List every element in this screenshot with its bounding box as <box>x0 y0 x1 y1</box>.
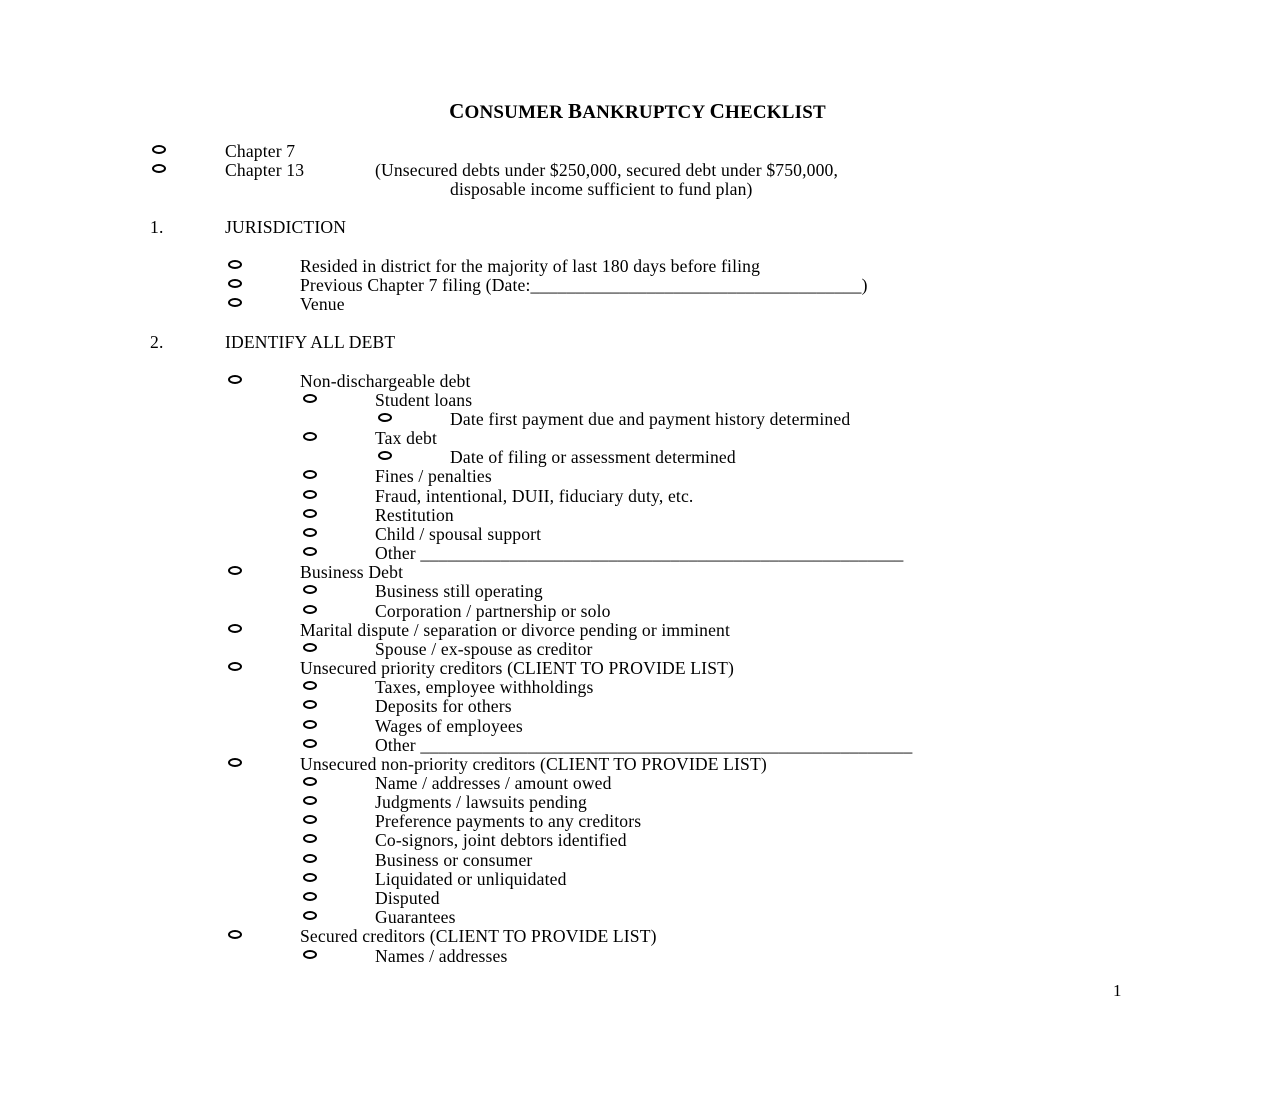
list-item[interactable]: Disputed <box>303 889 1103 908</box>
checkbox-circle-icon[interactable] <box>303 892 317 901</box>
checkbox-circle-icon[interactable] <box>303 394 317 403</box>
checkbox-circle-icon[interactable] <box>303 605 317 614</box>
checkbox-circle-icon[interactable] <box>228 260 242 269</box>
list-item[interactable]: Venue <box>228 295 1078 314</box>
chapter-13-label: Chapter 13 <box>225 160 305 180</box>
checkbox-circle-icon[interactable] <box>303 720 317 729</box>
document-page: CONSUMER BANKRUPTCY CHECKLIST Chapter 7 Chapter 13 (Unsecured debts under $250,000, secured debt under $750,000, disposable income sufficient to fund plan) 1. JURISDICTION Resided in district for the majority of last 180 days before filing Previous Chapter 7 filing (Date:_____________________________________) Venue 2. IDENTIFY ALL DEBT Non-dischargeable debt Student loans Date first payment due and payment history determined Tax debt Date of filing or assessment determined Fines / penalties Fraud, intentional, DUII, fiduciary duty, etc. Restitution Child / spousal support Other ______________________________________________________ Business Debt Business still operating Corporation / partnership or solo Marital dispute / separation or divorce pending or imminent Spouse / ex-spouse as creditor Unsecured priority creditors (CLIENT TO PROVIDE LIST) Taxes, employee withholdings Deposits for others Wages of employees Other _______________________________________________________ Unsecured non-priority creditors (CLIENT TO PROVIDE LIST) Name / addresses / amount owed Judgments / lawsuits pending Preference payments to any creditors Co-signors, joint debtors identified Business or consumer Liquidated or unliquidated Disputed Guarantees Secured creditors (CLIENT TO PROVIDE LIST) Names / addresses 1 <box>0 0 1275 1100</box>
section-heading-identify-debt <box>150 333 750 352</box>
list-item[interactable]: Wages of employees <box>303 717 1103 736</box>
list-item[interactable]: Co-signors, joint debtors identified <box>303 831 1103 850</box>
list-item[interactable]: Taxes, employee withholdings <box>303 678 1103 697</box>
page-number: 1 <box>1113 981 1122 1000</box>
list-item[interactable]: Marital dispute / separation or divorce pending or imminent <box>228 621 1078 640</box>
checkbox-circle-icon[interactable] <box>303 911 317 920</box>
list-item[interactable]: Unsecured non-priority creditors (CLIENT TO PROVIDE LIST) <box>228 755 1078 774</box>
list-item[interactable]: Business or consumer <box>303 851 1103 870</box>
document-title: CONSUMER BANKRUPTCY CHECKLIST <box>449 99 826 123</box>
chapter-13-note: (Unsecured debts under $250,000, secured debt under $750,000, <box>375 160 839 180</box>
checkbox-circle-icon[interactable] <box>228 662 242 671</box>
list-item[interactable]: Preference payments to any creditors <box>303 812 1103 831</box>
list-item[interactable]: Date of filing or assessment determined <box>378 448 1078 467</box>
checkbox-circle-icon[interactable] <box>303 796 317 805</box>
checkbox-circle-icon[interactable] <box>152 145 166 154</box>
checkbox-circle-icon[interactable] <box>228 624 242 633</box>
list-item[interactable]: Judgments / lawsuits pending <box>303 793 1103 812</box>
section-number: 1. <box>150 217 164 237</box>
list-item[interactable]: Deposits for others <box>303 697 1103 716</box>
checkbox-circle-icon[interactable] <box>303 873 317 882</box>
checkbox-circle-icon[interactable] <box>303 547 317 556</box>
list-item[interactable]: Guarantees <box>303 908 1103 927</box>
checkbox-circle-icon[interactable] <box>228 758 242 767</box>
checkbox-circle-icon[interactable] <box>303 643 317 652</box>
list-item[interactable]: Fines / penalties <box>303 467 1103 486</box>
checkbox-circle-icon[interactable] <box>303 681 317 690</box>
checkbox-circle-icon[interactable] <box>303 432 317 441</box>
checkbox-circle-icon[interactable] <box>303 490 317 499</box>
list-item[interactable]: Names / addresses <box>303 947 1103 966</box>
list-item[interactable]: Fraud, intentional, DUII, fiduciary duty, etc. <box>303 487 1103 506</box>
checkbox-circle-icon[interactable] <box>303 739 317 748</box>
checkbox-circle-icon[interactable] <box>152 164 166 173</box>
list-item[interactable]: Non-dischargeable debt <box>228 372 1078 391</box>
checkbox-circle-icon[interactable] <box>378 413 392 422</box>
list-item[interactable]: Spouse / ex-spouse as creditor <box>303 640 1103 659</box>
checkbox-circle-icon[interactable] <box>303 834 317 843</box>
checkbox-circle-icon[interactable] <box>303 470 317 479</box>
list-item[interactable]: Other _______________________________________________________ <box>303 736 1103 755</box>
section-title: IDENTIFY ALL DEBT <box>225 332 396 352</box>
chapter-7-option[interactable] <box>152 142 1052 161</box>
list-item[interactable]: Business still operating <box>303 582 1103 601</box>
list-item[interactable]: Resided in district for the majority of last 180 days before filing <box>228 257 1078 276</box>
list-item[interactable]: Child / spousal support <box>303 525 1103 544</box>
list-item[interactable]: Tax debt <box>303 429 1103 448</box>
checkbox-circle-icon[interactable] <box>378 451 392 460</box>
section-number: 2. <box>150 332 164 352</box>
checkbox-circle-icon[interactable] <box>303 509 317 518</box>
list-item[interactable]: Date first payment due and payment history determined <box>378 410 1078 429</box>
chapter-7-label: Chapter 7 <box>225 141 296 161</box>
checkbox-circle-icon[interactable] <box>228 279 242 288</box>
checkbox-circle-icon[interactable] <box>228 566 242 575</box>
list-item[interactable]: Secured creditors (CLIENT TO PROVIDE LIST) <box>228 927 1078 946</box>
chapter-13-option[interactable] <box>152 161 1052 180</box>
list-item[interactable]: Corporation / partnership or solo <box>303 602 1103 621</box>
list-item[interactable]: Unsecured priority creditors (CLIENT TO PROVIDE LIST) <box>228 659 1078 678</box>
checkbox-circle-icon[interactable] <box>303 854 317 863</box>
checkbox-circle-icon[interactable] <box>303 950 317 959</box>
checkbox-circle-icon[interactable] <box>303 585 317 594</box>
checkbox-circle-icon[interactable] <box>228 375 242 384</box>
checkbox-circle-icon[interactable] <box>228 298 242 307</box>
list-item[interactable]: Liquidated or unliquidated <box>303 870 1103 889</box>
checkbox-circle-icon[interactable] <box>228 930 242 939</box>
list-item[interactable]: Business Debt <box>228 563 1078 582</box>
checkbox-circle-icon[interactable] <box>303 700 317 709</box>
list-item[interactable]: Student loans <box>303 391 1103 410</box>
list-item[interactable]: Name / addresses / amount owed <box>303 774 1103 793</box>
section-title: JURISDICTION <box>225 217 347 237</box>
list-item[interactable]: Restitution <box>303 506 1103 525</box>
list-item[interactable]: Other ______________________________________________________ <box>303 544 1103 563</box>
checkbox-circle-icon[interactable] <box>303 815 317 824</box>
checkbox-circle-icon[interactable] <box>303 777 317 786</box>
checkbox-circle-icon[interactable] <box>303 528 317 537</box>
section-heading-jurisdiction <box>150 218 750 237</box>
list-item[interactable]: Previous Chapter 7 filing (Date:_____________________________________) <box>228 276 1078 295</box>
